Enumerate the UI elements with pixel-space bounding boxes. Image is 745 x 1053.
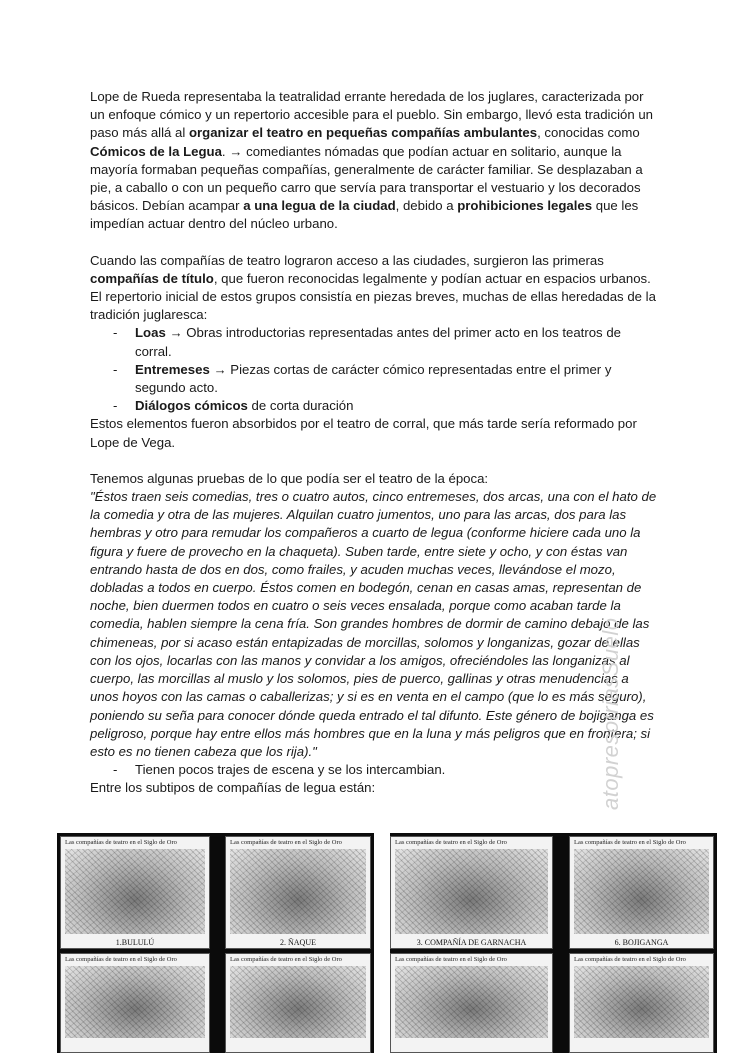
engraving-image <box>395 849 548 934</box>
list-item <box>90 324 660 360</box>
text: . → comediantes nómadas que podían actuar en solitario, aunque la mayoría formaban pequeñas compañías, generalmente de carácter familiar. Se desplazaban a pie, a caballo o con un pequeño carro que servía para transportar el vestuario y los decorados básicos. Debían acampar <box>90 143 643 214</box>
illustration-panel <box>60 953 210 1053</box>
text: , conocidas como <box>537 125 640 141</box>
bold-text: Entremeses <box>135 361 210 377</box>
engraving-image <box>230 849 366 934</box>
engraving-image <box>395 966 548 1038</box>
illustration-header: Las compañías de teatro en el Siglo de Oro <box>230 956 342 963</box>
text: → Piezas cortas de carácter cómico representadas entre el primer y segundo acto. <box>135 361 612 396</box>
illustration-bululu <box>60 836 210 949</box>
paragraph-corral: Estos elementos fueron absorbidos por el teatro de corral, que más tarde sería reformado por Lope de Vega. <box>90 416 637 450</box>
paragraph-companias-titulo <box>90 252 660 325</box>
list-item: - Tienen pocos trajes de escena y se los intercambian. <box>90 761 660 779</box>
bold-text: Cómicos de la Legua <box>90 143 222 159</box>
illustration-bojiganga <box>569 836 714 949</box>
companies-illustration-gallery <box>57 833 717 1053</box>
bold-text: Loas <box>135 325 166 341</box>
illustration-panel <box>225 953 371 1053</box>
illustration-caption: 6. BOJIGANGA <box>614 938 669 947</box>
engraving-image <box>65 849 205 934</box>
illustration-naque <box>225 836 371 949</box>
paragraph-pruebas: Tenemos algunas pruebas de lo que podía ser el teatro de la época: <box>90 470 489 486</box>
illustration-caption: 2. ÑAQUE <box>280 938 316 947</box>
text: de corta duración <box>247 398 354 414</box>
bold-text: compañías de título <box>90 270 214 286</box>
repertoire-list <box>90 324 660 415</box>
bold-text: organizar el teatro en pequeñas compañías ambulantes <box>188 125 538 141</box>
list-item <box>90 397 660 415</box>
illustration-caption: 1.BULULÚ <box>115 938 155 947</box>
illustration-header: Las compañías de teatro en el Siglo de Oro <box>230 839 342 846</box>
text: Lope de Rueda representaba la teatralidad errante heredada de los juglares, caracterizada por un enfoque cómico y un repertorio accesible para el pueblo. Sin embargo, llevó esta tradición un paso más allá al <box>90 89 654 141</box>
text: , que fueron reconocidas legalmente y podían actuar en espacios urbanos. El repertorio inicial de estos grupos consistía en piezas breves, muchas de ellas heredadas de la tradición juglaresca: <box>90 270 656 323</box>
illustration-caption: 3. COMPAÑÍA DE GARNACHA <box>416 938 527 947</box>
bold-text: Diálogos cómicos <box>135 398 248 414</box>
bold-text: prohibiciones legales <box>457 198 593 214</box>
illustration-panel <box>390 953 553 1053</box>
illustration-header: Las compañías de teatro en el Siglo de Oro <box>395 839 507 846</box>
paragraph-lope-de-rueda <box>90 88 660 234</box>
illustration-header: Las compañías de teatro en el Siglo de Oro <box>65 956 177 963</box>
bold-text: a una legua de la ciudad <box>239 198 396 214</box>
illustration-header: Las compañías de teatro en el Siglo de Oro <box>395 956 507 963</box>
text: → Obras introductorias representadas antes del primer acto en los teatros de corral. <box>135 325 621 359</box>
illustration-panel <box>569 953 714 1053</box>
paragraph-subtipos: Entre los subtipos de compañías de legua están: <box>90 780 376 796</box>
trajes-list <box>90 761 660 779</box>
engraving-image <box>574 966 709 1038</box>
illustration-header: Las compañías de teatro en el Siglo de Oro <box>574 956 686 963</box>
document-body <box>90 88 660 798</box>
illustration-garnacha <box>390 836 553 949</box>
engraving-image <box>230 966 366 1038</box>
text: , debido a <box>395 198 458 214</box>
list-item <box>90 361 660 397</box>
illustration-header: Las compañías de teatro en el Siglo de Oro <box>574 839 686 846</box>
engraving-image <box>574 849 709 934</box>
text: que les impedían actuar dentro del núcleo urbano. <box>90 198 639 232</box>
historical-quote: "Éstos traen seis comedias, tres o cuatro autos, cinco entremeses, dos arcas, una con el hato de la comedia y otra de las mujeres. Alquilan cuatro jumentos, uno para las arcas, dos para las hembras y otro para remudar los compañeros a cuarto de legua (conforme hiciere cada uno la figura y fuere de provecho en la chaqueta). Suben tarde, entre siete y ocho, y con éstas van entrando hasta de dos en dos, como frailes, y acuden muchas veces, llevándose el mozo, dobladas a todos en cuerpo. Éstos comen en bodegón, cenan en casas amas, representan de noche, bien duermen todos en cuatro o seis veces ensalada, porque como acaban tarde la comedia, hablen siempre la cena fría. Son grandes hombres de dormir de camino debajo de las chimeneas, por si acaso están entapizadas de morcillas, solomos y longanizas, gozar de ellas con los ojos, locarlas con las manos y convidar a los amigos, ofreciéndoles las longanizas al cuerpo, las morcillas al muslo y los solomos, pies de puerco, gallinas y otras menudencias a unos hoyos con las camas o caballerizas; y si es en venta en el campo (que lo es más seguro), poniendo su seña para conocer dónde queda entrado el tal difunto. Este género de bojiganga es peligroso, porque hay entre ellos más hombres que en la luna y más peligros que en frontera; si esto es no tienen cabeza que los rija)." <box>90 489 657 759</box>
engraving-image <box>65 966 205 1038</box>
illustration-header: Las compañías de teatro en el Siglo de Oro <box>65 839 177 846</box>
watermark-text: atopresotriasSuelo <box>598 617 623 810</box>
text: Cuando las compañías de teatro lograron acceso a las ciudades, surgieron las primeras <box>90 252 604 268</box>
